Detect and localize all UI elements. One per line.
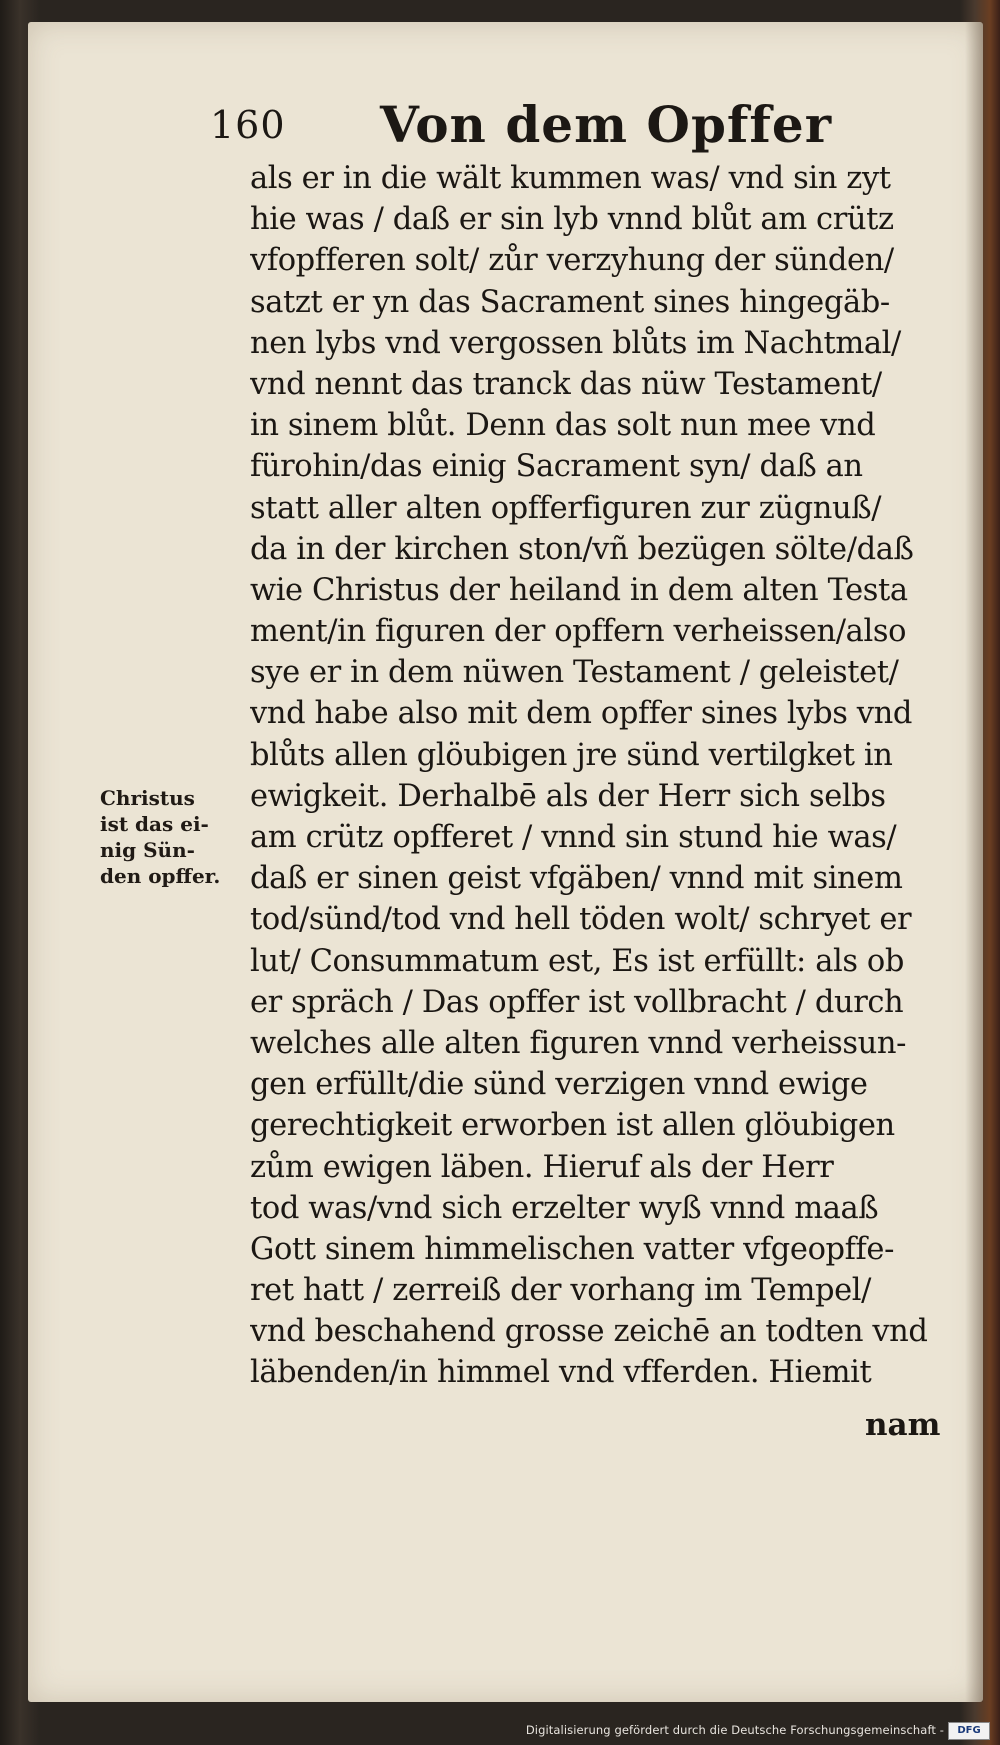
text-line: tod was/vnd sich erzelter wyß vnnd maaß — [250, 1190, 879, 1226]
text-line: statt aller alten opfferfiguren zur zügnuß/ — [250, 490, 882, 526]
digitization-credit: Digitalisierung gefördert durch die Deutsche Forschungsgemeinschaft - — [525, 1723, 944, 1737]
text-line: zům ewigen läben. Hieruf als der Herr — [250, 1149, 834, 1185]
text-line: vnd nennt das tranck das nüw Testament/ — [250, 366, 882, 402]
text-line: gen erfüllt/die sünd verzigen vnnd ewige — [250, 1067, 868, 1103]
text-line: ewigkeit. Derhalbē als der Herr sich selbs — [250, 778, 886, 814]
text-line: da in der kirchen ston/vñ bezügen sölte/daß — [250, 531, 914, 567]
text-line: er spräch / Das opffer ist vollbracht / durch — [250, 984, 904, 1020]
page-edge-shadow — [965, 22, 983, 1702]
text-line: Gott sinem himmelischen vatter vfgeopffe- — [250, 1231, 894, 1267]
text-line: gerechtigkeit erworben ist allen glöubigen — [250, 1108, 895, 1144]
text-line: ret hatt / zerreiß der vorhang im Tempel/ — [250, 1273, 871, 1309]
marginal-note — [100, 785, 240, 889]
text-line: vfopfferen solt/ zůr verzyhung der sünden/ — [250, 243, 894, 279]
marginal-note-line: ist das ei- — [100, 812, 209, 836]
text-line: daß er sinen geist vfgäben/ vnnd mit sinem — [250, 861, 903, 897]
running-head — [210, 95, 930, 155]
text-line: wie Christus der heiland in dem alten Testa — [250, 572, 908, 608]
running-head-title: Von dem Opffer — [380, 95, 833, 154]
text-line: welches alle alten figuren vnnd verheissun- — [250, 1025, 906, 1061]
text-line: blůts allen glöubigen jre sünd vertilgket in — [250, 737, 893, 773]
text-line: tod/sünd/tod vnd hell töden wolt/ schryet er — [250, 902, 912, 938]
text-line: nen lybs vnd vergossen blůts im Nachtmal/ — [250, 325, 901, 361]
marginal-note-line: den opffer. — [100, 864, 221, 888]
body-text — [250, 158, 955, 1394]
text-line: in sinem blůt. Denn das solt nun mee vnd — [250, 408, 876, 444]
text-line: ment/in figuren der opffern verheissen/also — [250, 614, 907, 650]
marginal-note-line: nig Sün- — [100, 838, 195, 862]
text-line: sye er in dem nüwen Testament / geleistet/ — [250, 655, 899, 691]
text-line: vnd beschahend grosse zeichē an todten vnd — [250, 1314, 928, 1350]
text-line: satzt er yn das Sacrament sines hingegäb- — [250, 284, 890, 320]
text-line: hie was / daß er sin lyb vnnd blůt am crütz — [250, 202, 894, 238]
catchword: nam — [865, 1407, 941, 1443]
marginal-note-line: Christus — [100, 786, 195, 810]
text-line: am crütz opfferet / vnnd sin stund hie was/ — [250, 820, 897, 855]
page-number: 160 — [210, 103, 286, 147]
text-line: lut/ Consummatum est, Es ist erfüllt: als ob — [250, 943, 904, 979]
dfg-logo: DFG — [948, 1722, 990, 1740]
text-line: läbenden/in himmel vnd vfferden. Hiemit — [250, 1355, 872, 1391]
text-line: fürohin/das einig Sacrament syn/ daß an — [250, 449, 863, 485]
text-line: als er in die wält kummen was/ vnd sin zyt — [250, 161, 891, 196]
text-line: vnd habe also mit dem opffer sines lybs vnd — [250, 696, 912, 732]
